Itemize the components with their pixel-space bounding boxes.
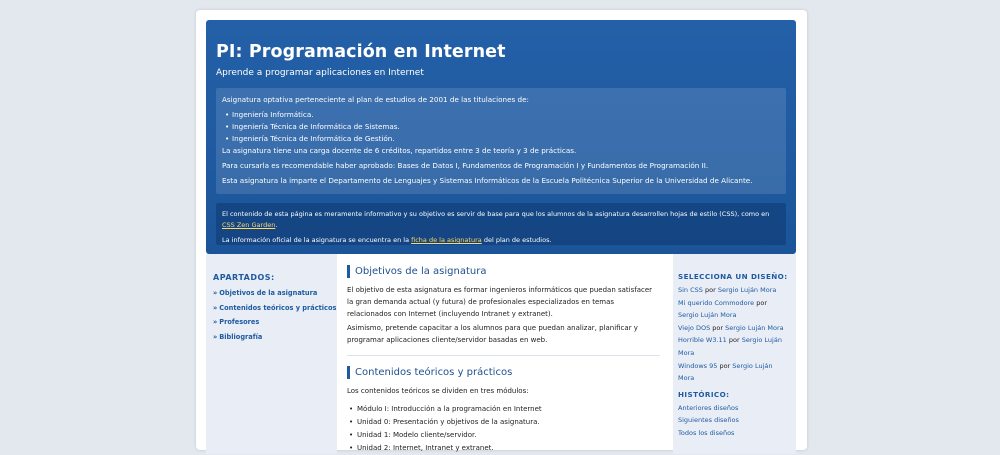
- design-item: [678, 334, 788, 359]
- contents-intro-paragraph: Los contenidos teóricos se dividen en tres módulos:: [347, 386, 529, 395]
- section-title-contents: Contenidos teóricos y prácticos: [347, 366, 660, 379]
- course-sheet-link[interactable]: ficha de la asignatura: [411, 236, 482, 244]
- nav-item-label: Bibliografía: [219, 332, 263, 341]
- double-chevron-icon: »: [213, 318, 218, 326]
- design-item: [678, 297, 788, 322]
- nav-item-label: Contenidos teóricos y prácticos: [219, 303, 337, 312]
- nav-item-contents[interactable]: [213, 304, 336, 312]
- prerequisites-paragraph: Para cursarla es recomendable haber aprobado: Bases de Datos I, Fundamentos de Programación I y Fundamentos de Programación II.: [222, 161, 709, 170]
- design-link[interactable]: Viejo DOS: [678, 323, 711, 332]
- disclaimer-box: [216, 203, 786, 245]
- nav-item-teachers[interactable]: [213, 318, 336, 326]
- sections-heading: APARTADOS:: [213, 273, 275, 282]
- credits-paragraph: La asignatura tiene una carga docente de 6 créditos, repartidos entre 3 de teoría y 3 de prácticas.: [222, 146, 577, 155]
- disclaimer-text: El contenido de esta página es meramente informativo y su objetivo es servir de base para que los alumnos de la asignatura desarrollen hojas de estilo (CSS), como en: [222, 210, 770, 218]
- intro-paragraph: Asignatura optativa perteneciente al plan de estudios de 2001 de las titulaciones de:: [222, 95, 529, 104]
- sections-nav: [213, 289, 336, 347]
- double-chevron-icon: »: [213, 303, 218, 312]
- main-content: [337, 254, 670, 454]
- module-item: • Unidad 2: Internet, Intranet y extranet.: [347, 442, 660, 455]
- right-sidebar: [673, 254, 796, 454]
- design-selector-heading: SELECCIONA UN DISEÑO:: [678, 272, 788, 281]
- design-list: [678, 284, 788, 385]
- official-info-paragraph: [222, 235, 780, 246]
- history-list: [678, 402, 788, 440]
- double-chevron-icon: »: [213, 289, 218, 297]
- degree-list: [225, 109, 780, 145]
- intro-box: [216, 88, 786, 194]
- history-link-next[interactable]: Siguientes diseños: [678, 416, 739, 425]
- nav-item-label: Profesores: [219, 318, 260, 326]
- css-zen-garden-link[interactable]: CSS Zen Garden: [222, 221, 276, 229]
- disclaimer-end: .: [275, 221, 278, 229]
- design-item: [678, 284, 788, 297]
- double-chevron-icon: »: [213, 332, 218, 341]
- modules-list: [347, 403, 660, 455]
- degree-item: • Ingeniería Técnica de Informática de Sistemas.: [225, 121, 780, 133]
- header-banner: [206, 20, 796, 254]
- page-subtitle: Aprende a programar aplicaciones en Internet: [216, 68, 424, 78]
- history-link-all[interactable]: Todos los diseños: [678, 428, 735, 437]
- author-link[interactable]: Sergio Luján Mora: [717, 286, 777, 294]
- page-container: [196, 10, 807, 450]
- page-title: PI: Programación en Internet: [216, 42, 506, 62]
- nav-item-objectives[interactable]: [213, 289, 336, 297]
- nav-item-label: Objetivos de la asignatura: [219, 289, 318, 297]
- official-info-end: del plan de estudios.: [481, 236, 552, 244]
- author-link[interactable]: Sergio Luján Mora: [678, 336, 782, 357]
- objectives-paragraph-2: Asimismo, pretende capacitar a los alumnos para que puedan analizar, planificar y programar aplicaciones cliente/servidor basadas en web.: [347, 324, 638, 345]
- section-divider: [347, 355, 660, 356]
- author-link[interactable]: Sergio Luján Mora: [678, 311, 737, 320]
- design-link[interactable]: Windows 95: [678, 361, 718, 370]
- design-item: [678, 322, 788, 335]
- module-item: • Unidad 0: Presentación y objetivos de la asignatura.: [347, 416, 660, 429]
- disclaimer-paragraph: [222, 209, 780, 231]
- by-label: por: [712, 323, 724, 332]
- history-heading: HISTÓRICO:: [678, 389, 730, 399]
- department-paragraph: Esta asignatura la imparte el Departamento de Lenguajes y Sistemas Informáticos de la Escuela Politécnica Superior de la Universidad de Alicante.: [222, 176, 753, 185]
- degree-item: • Ingeniería Informática.: [225, 109, 780, 121]
- author-link[interactable]: Sergio Luján Mora: [678, 361, 773, 383]
- by-label: por: [705, 286, 716, 294]
- design-link[interactable]: Sin CSS: [678, 286, 703, 294]
- by-label: por: [756, 298, 768, 307]
- design-item: [678, 360, 788, 385]
- official-info-text: La información oficial de la asignatura se encuentra en la: [222, 236, 412, 244]
- module-item: • Módulo I: Introducción a la programación en Internet: [347, 403, 660, 416]
- objectives-paragraph: El objetivo de esta asignatura es formar ingenieros informáticos que puedan satisfacer la gran demanda actual (y futura) de profesionales especializados en temas relacionados con Internet (incluyendo Intranet y extranet).: [347, 286, 653, 318]
- by-label: por: [719, 361, 731, 370]
- history-link-previous[interactable]: Anteriores diseños: [678, 403, 739, 412]
- section-title-objectives: Objetivos de la asignatura: [347, 265, 660, 278]
- design-link[interactable]: Mi querido Commodore: [678, 298, 755, 307]
- nav-item-bibliography[interactable]: [213, 333, 336, 341]
- left-sidebar: [206, 254, 337, 454]
- module-item: • Unidad 1: Modelo cliente/servidor.: [347, 429, 660, 442]
- author-link[interactable]: Sergio Luján Mora: [725, 323, 784, 332]
- design-link[interactable]: Horrible W3.11: [678, 336, 727, 345]
- by-label: por: [728, 336, 740, 345]
- degree-item: • Ingeniería Técnica de Informática de Gestión.: [225, 133, 780, 145]
